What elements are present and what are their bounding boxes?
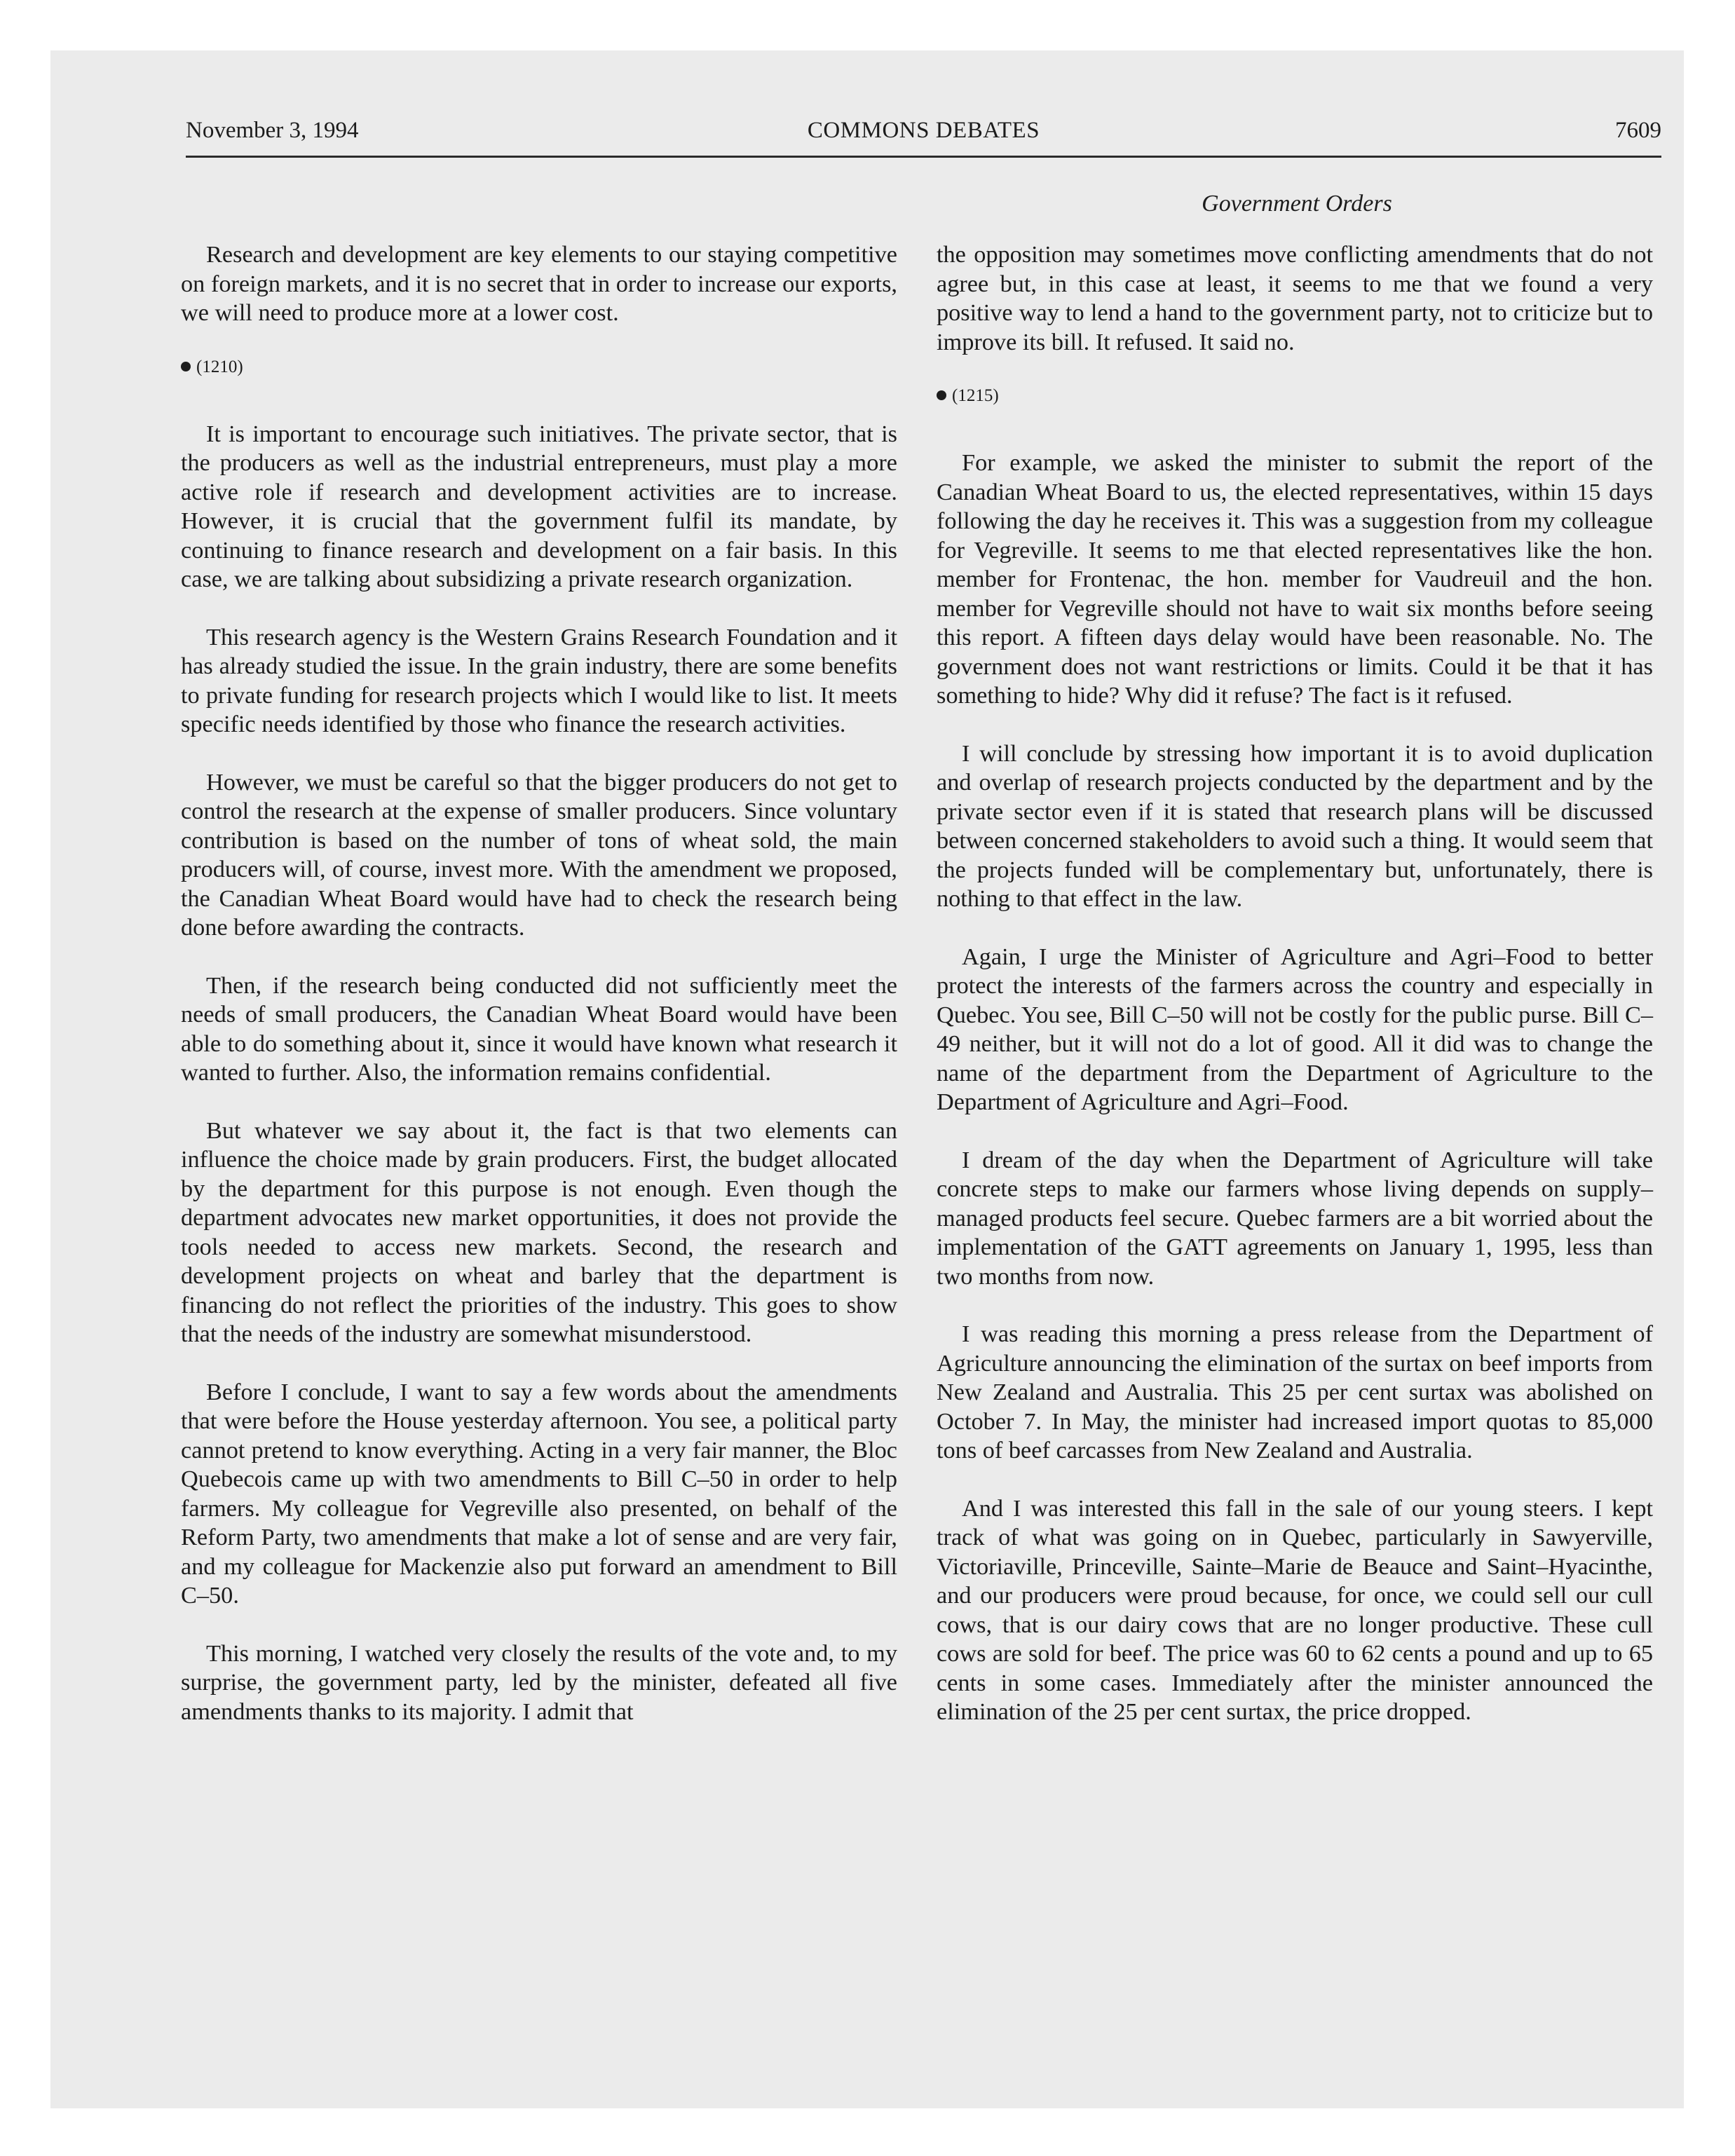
time-marker-label: (1210): [196, 357, 243, 376]
time-marker: [181, 357, 897, 378]
bullet-icon: [181, 362, 191, 371]
left-column: [181, 240, 897, 1755]
section-heading: Government Orders: [1202, 191, 1392, 217]
bullet-icon: [937, 390, 946, 400]
paragraph: Research and development are key elements to our staying competitive on foreign markets, and it is no secret that in order to increase our exports, we will need to produce more at a lower cost.: [181, 241, 897, 326]
right-column: [937, 240, 1653, 1756]
paragraph: Then, if the research being conducted did not sufficiently meet the needs of small producers, the Canadian Wheat Board would have been able to do something about it, since it would have known what research it wanted to further. Also, the information remains confidential.: [181, 971, 897, 1086]
paragraph: I was reading this morning a press release from the Department of Agriculture announcing the elimination of the surtax on beef imports from New Zealand and Australia. This 25 per cent surtax was abolished on October 7. In May, the minister had increased import quotas to 85,000 tons of beef carcasses from New Zealand and Australia.: [937, 1321, 1653, 1464]
paragraph: I dream of the day when the Department of Agriculture will take concrete steps to make our farmers whose living depends on supply–managed products feel secure. Quebec farmers are a bit worried about the implementation of the GATT agreements on January 1, 1995, less than two months from now.: [937, 1146, 1653, 1290]
paragraph: It is important to encourage such initiatives. The private sector, that is the producers as well as the industrial entrepreneurs, must play a more active role if research and development activities are to increase. However, it is crucial that the government fulfil its mandate, by continuing to finance research and development on a fair basis. In this case, we are talking about subsidizing a private research organization.: [181, 420, 897, 592]
paragraph: However, we must be careful so that the bigger producers do not get to control the research at the expense of smaller producers. Since voluntary contribution is based on the number of tons of wheat sold, the main producers will, of course, invest more. With the amendment we proposed, the Canadian Wheat Board would have had to check the research being done before awarding the contracts.: [181, 768, 897, 941]
paragraph: This research agency is the Western Grains Research Foundation and it has already studied the issue. In the grain industry, there are some benefits to private funding for research projects which I would like to list. It meets specific needs identified by those who finance the research activities.: [181, 623, 897, 737]
running-header: [186, 118, 1661, 158]
header-page-number: 7609: [1615, 118, 1661, 143]
header-date: November 3, 1994: [186, 118, 359, 143]
paragraph: But whatever we say about it, the fact is that two elements can influence the choice made by grain producers. First, the budget allocated by the department for this purpose is not enough. Even though the department advocates new market opportunities, it does not provide the tools needed to access new markets. Second, the research and development projects on wheat and barley that the department is financing do not reflect the priorities of the industry. This goes to show that the needs of the industry are somewhat misunderstood.: [181, 1117, 897, 1347]
paragraph: Again, I urge the Minister of Agriculture and Agri–Food to better protect the interests of the farmers across the country and especially in Quebec. You see, Bill C–50 will not be costly for the public purse. Bill C–49 neither, but it will not do a lot of good. All it did was to change the name of the department from the Department of Agriculture to the Department of Agriculture and Agri–Food.: [937, 943, 1653, 1115]
time-marker: [937, 386, 1653, 407]
time-marker-label: (1215): [952, 386, 999, 405]
paragraph: Before I conclude, I want to say a few words about the amendments that were before the House yesterday afternoon. You see, a political party cannot pretend to know everything. Acting in a very fair manner, the Bloc Quebecois came up with two amendments to Bill C–50 in order to help farmers. My colleague for Vegreville also presented, on behalf of the Reform Party, two amendments that make a lot of sense and are very fair, and my colleague for Mackenzie also put forward an amendment to Bill C–50.: [181, 1378, 897, 1609]
header-publication: COMMONS DEBATES: [807, 118, 1040, 143]
paragraph-continued: the opposition may sometimes move conflicting amendments that do not agree but, in this case at least, it seems to me that we found a very positive way to lend a hand to the government party, not to criticize but to improve its bill. It refused. It said no.: [937, 241, 1653, 355]
paragraph: I will conclude by stressing how important it is to avoid duplication and overlap of research projects conducted by the department and by the private sector even if it is stated that research plans will be discussed between concerned stakeholders to avoid such a thing. It would seem that the projects funded will be complementary but, unfortunately, there is nothing to that effect in the law.: [937, 739, 1653, 912]
paragraph: And I was interested this fall in the sale of our young steers. I kept track of what was going on in Quebec, particularly in Sawyerville, Victoriaville, Princeville, Sainte–Marie de Beauce and Saint–Hyacinthe, and our producers were proud because, for once, we could sell our cull cows, that is our dairy cows that are no longer productive. These cull cows are sold for beef. The price was 60 to 62 cents a pound and up to 65 cents in some cases. Immediately after the minister announced the elimination of the 25 per cent surtax, the price dropped.: [937, 1494, 1653, 1725]
paragraph: For example, we asked the minister to submit the report of the Canadian Wheat Board to us, the elected representatives, within 15 days following the day he receives it. This was a suggestion from my colleague for Vegreville. It seems to me that elected representatives like the hon. member for Frontenac, the hon. member for Vaudreuil and the hon. member for Vegreville should not have to wait six months before seeing this report. A fifteen days delay would have been reasonable. No. The government does not want restrictions or limits. Could it be that it has something to hide? Why did it refuse? The fact is it refused.: [937, 449, 1653, 709]
paragraph: This morning, I watched very closely the results of the vote and, to my surprise, the government party, led by the minister, defeated all five amendments thanks to its majority. I admit that: [181, 1639, 897, 1725]
